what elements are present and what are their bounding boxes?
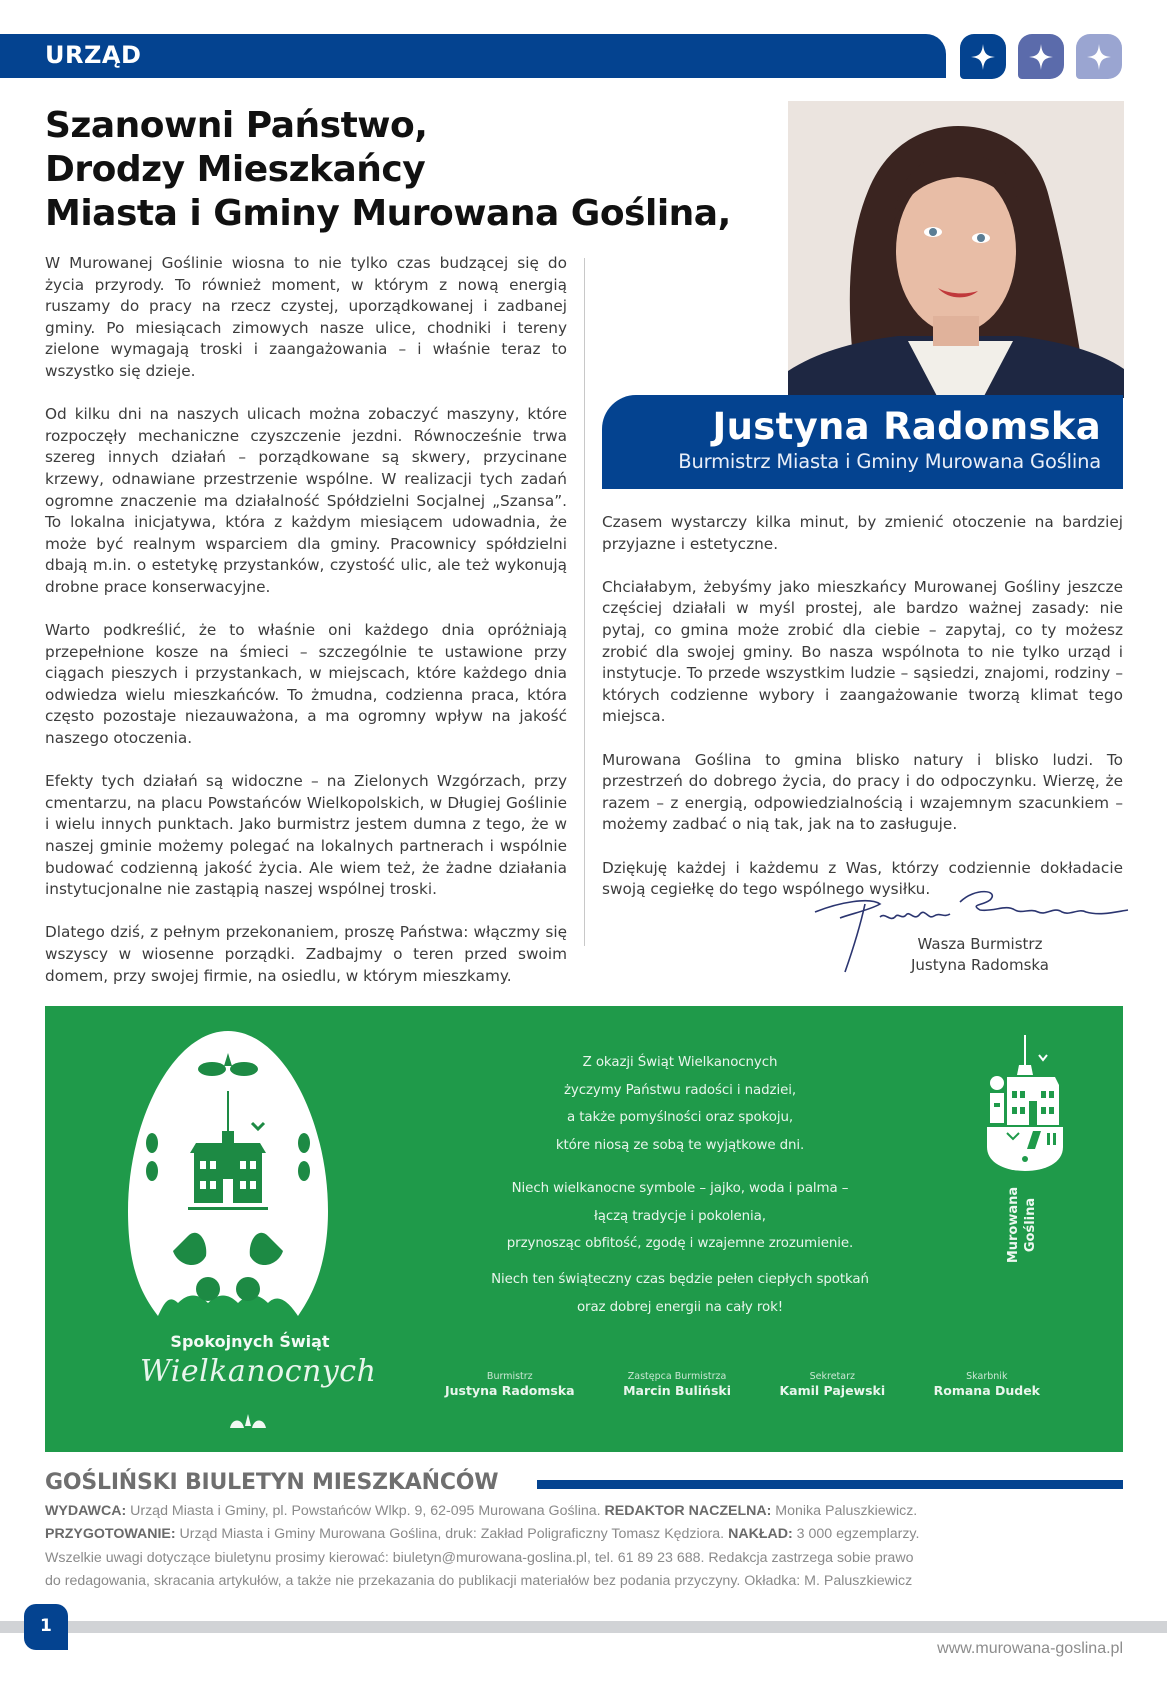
column-divider — [584, 258, 585, 946]
greeting-line: Niech ten świąteczny czas będzie pełen ciepłych spotkań — [491, 1271, 869, 1287]
signer-name: Justyna Radomska — [445, 1383, 575, 1398]
impressum-line — [45, 1500, 1125, 1523]
decor-tile-3 — [1076, 34, 1122, 79]
impressum-line: Wszelkie uwagi dotyczące biuletynu prosimy kierować: biuletyn@murowana-goslina.pl, tel. 61 89 23 688. Redakcja zastrzega sobie prawo — [45, 1549, 914, 1566]
portrait-illustration — [788, 101, 1124, 398]
title-line: Drodzy Mieszkańcy — [45, 149, 426, 190]
signature-name: Justyna Radomska — [911, 956, 1049, 974]
signature-closing: Wasza Burmistrz — [917, 935, 1043, 953]
impressum-label: NAKŁAD: — [728, 1526, 793, 1543]
signer-title: Sekretarz — [809, 1371, 855, 1382]
signer-title: Skarbnik — [966, 1371, 1008, 1382]
sparkle-icon — [1029, 44, 1053, 70]
section-header-bar — [0, 34, 946, 78]
mayor-portrait — [788, 101, 1124, 398]
signer-title: Zastępca Burmistrza — [627, 1371, 727, 1382]
easter-egg-illustration — [128, 1031, 328, 1321]
impressum — [45, 1500, 1125, 1594]
decor-tile-1 — [960, 34, 1006, 79]
mayor-role: Burmistrz Miasta i Gminy Murowana Goślina — [678, 450, 1101, 473]
bulletin-title: GOŚLIŃSKI BIULETYN MIESZKAŃCÓW — [45, 1470, 499, 1495]
signer — [779, 1371, 885, 1398]
impressum-text: Urząd Miasta i Gminy, pl. Powstańców Wlkp. 9, 62-095 Murowana Goślina. — [126, 1503, 605, 1519]
title-line: Miasta i Gminy Murowana Goślina, — [45, 193, 731, 234]
paragraph: Murowana Goślina to gmina blisko natury i blisko ludzi. To przestrzeń do dobrego życia, do pracy i do odpoczynku. Wierzę, że razem – z energią, odpowiedzialnością i wzajemnym szacunkiem – możemy zadbać o nią tak, jak na to zasługuje. — [602, 750, 1123, 834]
paragraph: Dziękuję każdej i każdemu z Was, którzy codziennie dokładacie swoją cegiełkę do tego wspólnego wysiłku. — [602, 858, 1123, 899]
section-label: URZĄD — [45, 41, 142, 69]
impressum-line: do redagowania, skracania artykułów, a także nie przekazania do publikacji materiałów bez podania przyczyny. Okładka: M. Paluszkiewicz — [45, 1573, 913, 1590]
greeting-line: przynosząc obfitość, zgodę i wzajemne zrozumienie. — [506, 1236, 854, 1252]
signature-block — [880, 934, 1080, 976]
signers-row — [445, 1371, 1040, 1398]
page-number: 1 — [40, 1616, 52, 1636]
mayor-name: Justyna Radomska — [712, 405, 1101, 448]
page-number-tile — [24, 1604, 68, 1650]
bulletin-title-rule — [537, 1480, 1123, 1489]
footer-rule — [68, 1621, 1167, 1633]
paragraph: Czasem wystarczy kilka minut, by zmienić otoczenie na bardziej przyjazne i estetyczne. — [602, 513, 1123, 553]
paragraph: Dlatego dziś, z pełnym przekonaniem, proszę Państwa: włączmy się wszyscy w wiosenne porządki. Zadbajmy o teren przed swoim domem, przy swojej firmie, na osiedlu, w którym mieszkamy. — [45, 923, 567, 985]
impressum-text: Monika Paluszkiewicz. — [771, 1503, 918, 1519]
website-link[interactable]: www.murowana-goslina.pl — [937, 1640, 1123, 1657]
article-right-column — [602, 512, 1123, 922]
signer — [623, 1371, 731, 1398]
mayor-nameplate — [602, 395, 1123, 489]
ornament-icon — [228, 1412, 268, 1430]
greeting-text — [445, 1049, 915, 1321]
greeting-line: Z okazji Świąt Wielkanocnych — [582, 1055, 778, 1070]
greeting-line: łączą tradycje i pokolenia, — [594, 1208, 766, 1224]
impressum-label: PRZYGOTOWANIE: — [45, 1526, 176, 1543]
crest-label-line: Murowana — [1006, 1186, 1021, 1264]
signer-name: Kamil Pajewski — [779, 1383, 886, 1398]
impressum-text: 3 000 egzemplarzy. — [792, 1526, 920, 1543]
paragraph: W Murowanej Goślinie wiosna to nie tylko czas budzącej się do życia przyrody. To również moment, w którym z nową energią ruszamy do pracy na rzecz czystej, uporządkowanej i zadbanej gminy. Po miesiącach zimowych nasze ulice, chodniki i tereny zielone wymagają troski i zaangażowania – i właśnie teraz to wszystko się dzieje. — [45, 254, 567, 380]
article-left-column — [45, 253, 567, 1009]
easter-headline: Spokojnych Świąt — [170, 1332, 330, 1351]
sparkle-icon — [971, 44, 995, 70]
impressum-label: REDAKTOR NACZELNA: — [604, 1503, 772, 1519]
crest-label-line: Goślina — [1023, 1197, 1038, 1253]
greeting-line: które niosą ze sobą te wyjątkowe dni. — [555, 1138, 805, 1154]
greeting-line: Niech wielkanocne symbole – jajko, woda i palma – — [511, 1180, 849, 1196]
signer-name: Romana Dudek — [933, 1383, 1040, 1398]
easter-script-text: Wielkanocnych — [140, 1354, 377, 1389]
footer-rule — [0, 1621, 24, 1633]
signer-name: Marcin Buliński — [623, 1383, 731, 1398]
sparkle-icon — [1087, 44, 1111, 70]
signer — [445, 1371, 575, 1398]
impressum-line — [45, 1523, 1125, 1546]
paragraph: Warto podkreślić, że to właśnie oni każdego dnia opróżniają przepełnione kosze na śmieci – szczególnie te ustawione przy ciągach pieszych i przystankach, w miejscach, które każdego dnia odwiedza wielu mieszkańców. To żmudna, codzienna praca, która często pozostaje niezauważona, a ma ogromny wpływ na jakość naszego otoczenia. — [45, 621, 567, 748]
paragraph: Od kilku dni na naszych ulicach można zobaczyć maszyny, które rozpoczęły mechaniczne czyszczenie jezdni. Równocześnie trwa szereg innych działań – porządkowane są skwery, przycinane krzewy, odnawiane przestrzenie wspólne. W realizacji tych zadań ogromne znaczenie ma działalność Spółdzielni Socjalnej „Szansa”. To lokalna inicjatywa, która z każdym miesiącem udowadnia, że może być realnym wsparciem dla gminy. Pracownicy spółdzielni dbają m.in. o estetykę przystanków, czystość ulic, ale też wykonują drobne prace konserwacyjne. — [45, 405, 567, 596]
crest-label — [1005, 1180, 1039, 1270]
title-line: Szanowni Państwo, — [45, 105, 428, 146]
impressum-label: WYDAWCA: — [45, 1503, 127, 1519]
page-title — [45, 104, 765, 236]
signer — [934, 1371, 1040, 1398]
decor-tile-2 — [1018, 34, 1064, 79]
signer-title: Burmistrz — [486, 1371, 533, 1382]
greeting-line: a także pomyślności oraz spokoju, — [566, 1110, 794, 1126]
greeting-line: oraz dobrej energii na cały rok! — [576, 1299, 784, 1315]
impressum-text: Urząd Miasta i Gminy Murowana Goślina, druk: Zakład Poligraficzny Tomasz Kędziora. — [175, 1526, 729, 1543]
paragraph: Chciałabym, żebyśmy jako mieszkańcy Murowanej Gośliny jeszcze częściej działali w myśl prostej, ale bardzo ważnej zasady: nie pytaj, co gmina może zrobić dla ciebie – zapytaj, co ty możesz zrobić dla swojej gminy. Bo nasza wspólnota to nie tylko urząd i instytucje. To przede wszystkim ludzie – sąsiedzi, znajomi, rodziny – których codzienne wybory i zaangażowanie tworzą klimat tego miejsca. — [602, 577, 1123, 726]
greeting-line: życzymy Państwu radości i nadziei, — [563, 1082, 797, 1098]
paragraph: Efekty tych działań są widoczne – na Zielonych Wzgórzach, przy cmentarzu, na placu Powstańców Wielkopolskich, w Długiej Goślinie i wielu innych punktach. Jako burmistrz jestem dumna z tego, że w naszej gminie możemy polegać na lokalnych partnerach i wspólnie budować codzienną jakość życia. Ale wiem też, że żadne działania instytucjonalne nie zastąpią naszej wspólnej troski. — [45, 772, 567, 899]
